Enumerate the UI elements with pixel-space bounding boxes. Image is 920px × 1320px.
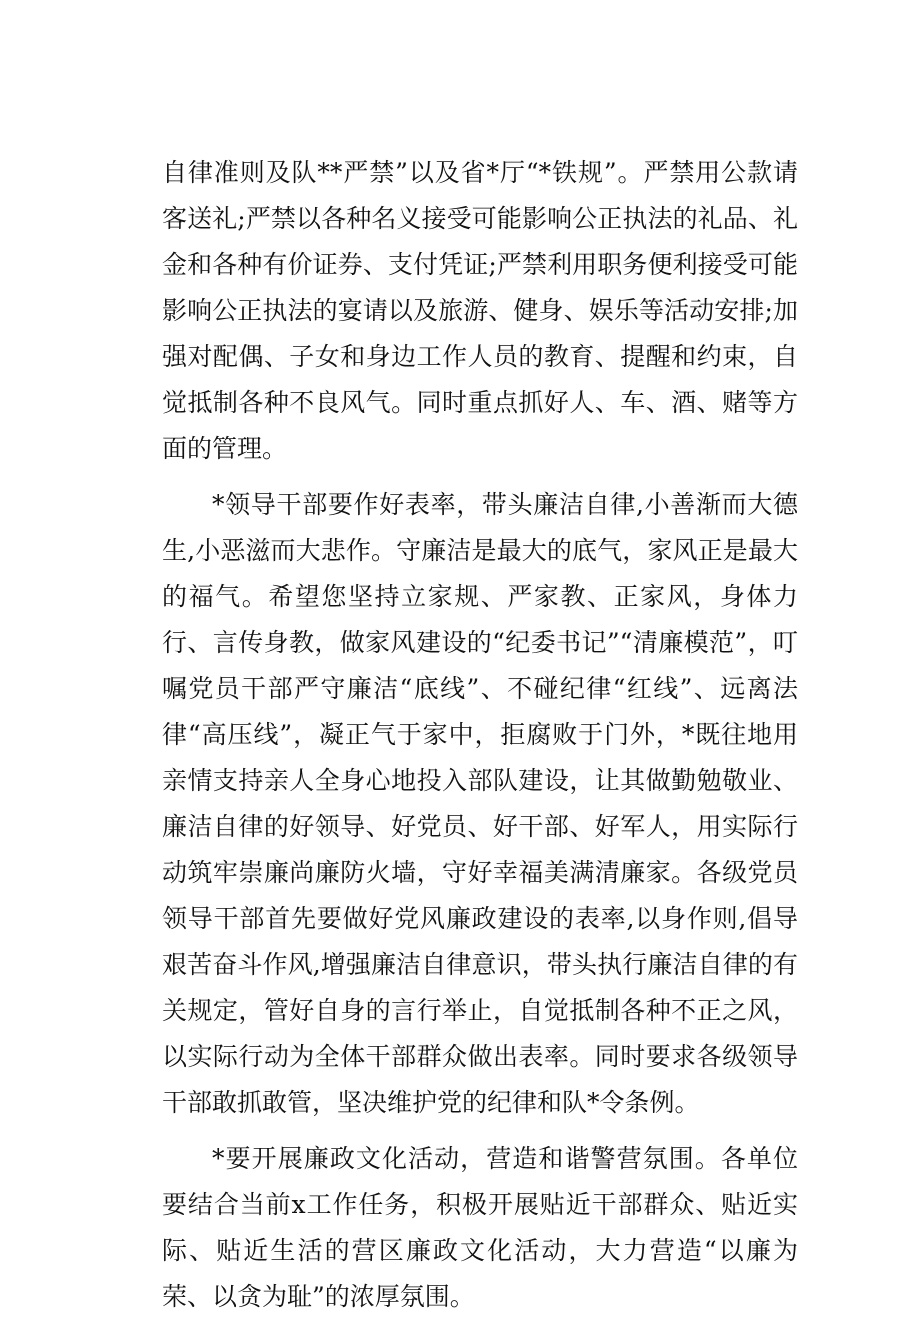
paragraph-leader-example: *领导干部要作好表率，带头廉洁自律,小善渐而大德生,小恶滋而大悲作。守廉洁是最大的底气，家风正是最大的福气。希望您坚持立家规、严家教、正家风，身体力行、言传身教，做家风建设的“纪委书记”“清廉模范”，叮嘱党员干部严守廉洁“底线”、不碰纪律“红线”、远离法律“高压线”，凝正气于家中，拒腐败于门外，*既往地用亲情支持亲人全身心地投入部队建设，让其做勤勉敬业、廉洁自律的好领导、好党员、好干部、好军人，用实际行动筑牢崇廉尚廉防火墙，守好幸福美满清廉家。各级党员领导干部首先要做好党风廉政建设的表率,以身作则,倡导艰苦奋斗作风,增强廉洁自律意识，带头执行廉洁自律的有关规定，管好自身的言行举止，自觉抵制各种不正之风，以实际行动为全体干部群众做出表率。同时要求各级领导干部敢抓敢管，坚决维护党的纪律和队*令条例。	[162, 490, 798, 1117]
paragraph-continued: 自律准则及队**严禁”以及省*厅“*铁规”。严禁用公款请客送礼;严禁以各种名义接受可能影响公正执法的礼品、礼金和各种有价证券、支付凭证;严禁利用职务便利接受可能影响公正执法的宴请以及旅游、健身、娱乐等活动安排;加强对配偶、子女和身边工作人员的教育、提醒和约束，自觉抵制各种不良风气。同时重点抓好人、车、酒、赌等方面的管理。	[162, 158, 798, 463]
paragraph-culture-activities: *要开展廉政文化活动，营造和谐警营氛围。各单位要结合当前x工作任务，积极开展贴近干部群众、贴近实际、贴近生活的营区廉政文化活动，大力营造“以廉为荣、以贪为耻”的浓厚氛围。	[162, 1144, 798, 1311]
document-body	[162, 150, 798, 1320]
